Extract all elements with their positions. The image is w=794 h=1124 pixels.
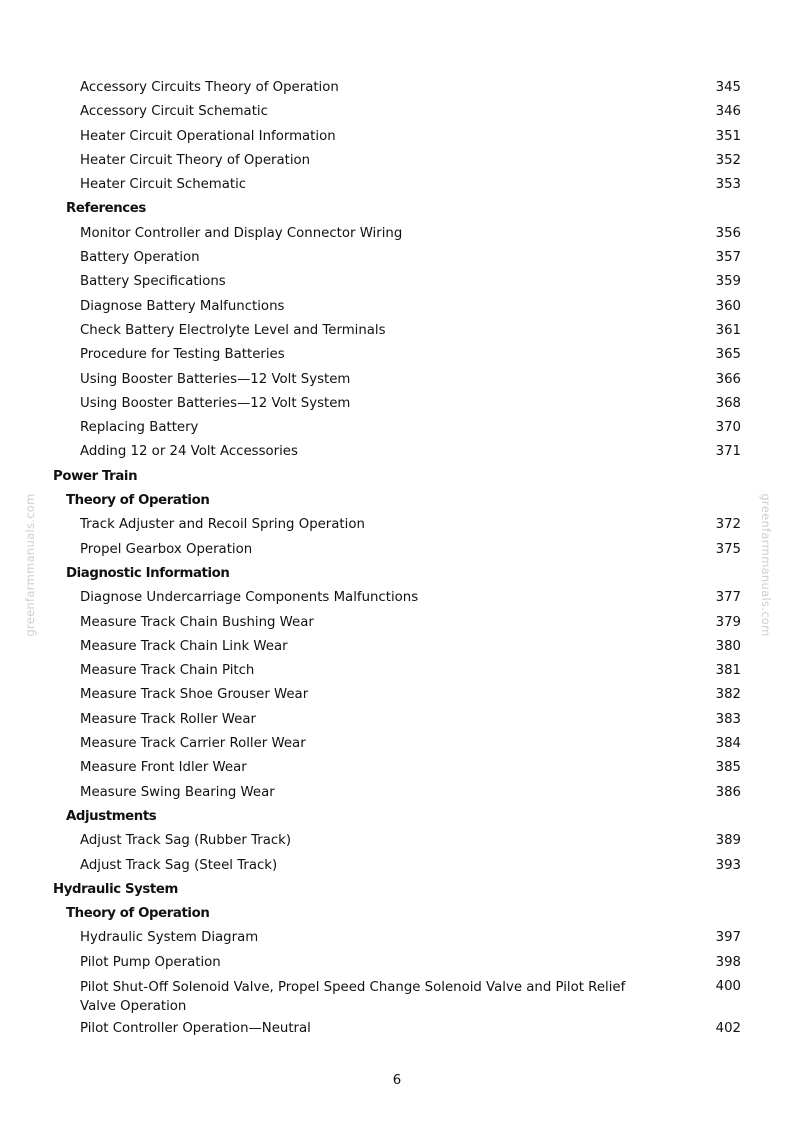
toc-entry-title: Procedure for Testing Batteries <box>80 347 285 363</box>
toc-entry-title: Heater Circuit Schematic <box>80 177 247 193</box>
toc-entry[interactable] <box>0 805 794 829</box>
toc-entry-title: Battery Specifications <box>80 274 226 290</box>
toc-entry-title: Adjust Track Sag (Rubber Track) <box>80 833 292 849</box>
toc-entry-title: Measure Front Idler Wear <box>80 760 247 776</box>
toc-entry-page: 365 <box>715 347 741 363</box>
toc-entry[interactable] <box>0 926 794 950</box>
toc-entry-title: Measure Track Roller Wear <box>80 711 256 727</box>
toc-section-heading: Diagnostic Information <box>66 565 230 581</box>
toc-entry-page: 361 <box>715 322 741 338</box>
toc-entry[interactable] <box>0 125 794 149</box>
toc-entry-page: 356 <box>715 225 741 241</box>
toc-entry-title: Propel Gearbox Operation <box>80 541 253 557</box>
toc-entry-title: Diagnose Undercarriage Components Malfunctions <box>80 590 419 606</box>
toc-entry-title: Battery Operation <box>80 250 200 266</box>
toc-entry-page: 360 <box>715 298 741 314</box>
toc-entry[interactable] <box>0 270 794 294</box>
toc-entry[interactable] <box>0 611 794 635</box>
toc-entry[interactable] <box>0 197 794 221</box>
toc-entry[interactable] <box>0 854 794 878</box>
toc-entry-title: Pilot Shut-Off Solenoid Valve, Propel Speed Change Solenoid Valve and Pilot Relief Valve Operation <box>80 979 626 1014</box>
toc-entry[interactable] <box>0 149 794 173</box>
toc-entry[interactable] <box>0 100 794 124</box>
toc-entry[interactable] <box>0 440 794 464</box>
toc-entry-title: Using Booster Batteries—12 Volt System <box>80 371 351 387</box>
toc-entry-page: 400 <box>715 978 741 994</box>
toc-entry[interactable] <box>0 975 794 1017</box>
toc-entry-page: 377 <box>715 590 741 606</box>
toc-entry-page: 383 <box>715 711 741 727</box>
toc-entry-title: Measure Track Chain Link Wear <box>80 638 288 654</box>
toc-section-heading: Adjustments <box>66 808 157 824</box>
toc-entry-title: Adjust Track Sag (Steel Track) <box>80 857 278 873</box>
toc-entry-title: Measure Track Shoe Grouser Wear <box>80 687 309 703</box>
toc-entry[interactable] <box>0 222 794 246</box>
toc-entry[interactable] <box>0 878 794 902</box>
toc-entry-title: Diagnose Battery Malfunctions <box>80 298 285 314</box>
toc-entry-page: 345 <box>715 80 741 95</box>
toc-entry-title: Replacing Battery <box>80 420 199 436</box>
toc-entry[interactable] <box>0 416 794 440</box>
toc-entry[interactable] <box>0 1017 794 1041</box>
watermark-left: greenfarmmanuals.com <box>23 493 37 637</box>
toc-entry-page: 357 <box>715 250 741 266</box>
toc-entry-title: Measure Track Chain Pitch <box>80 663 255 679</box>
toc-entry-page: 351 <box>715 128 741 144</box>
toc-entry[interactable] <box>0 538 794 562</box>
toc-entry-page: 352 <box>715 152 741 168</box>
toc-entry-title: Measure Track Chain Bushing Wear <box>80 614 314 630</box>
table-of-contents <box>0 76 794 1041</box>
toc-entry[interactable] <box>0 343 794 367</box>
toc-section-heading: References <box>66 201 146 217</box>
toc-section-heading: Hydraulic System <box>53 881 178 897</box>
toc-entry-title: Check Battery Electrolyte Level and Terminals <box>80 322 386 338</box>
toc-entry-title: Adding 12 or 24 Volt Accessories <box>80 444 298 460</box>
page-number: 6 <box>392 1073 402 1088</box>
toc-entry[interactable] <box>0 732 794 756</box>
toc-entry[interactable] <box>0 513 794 537</box>
toc-entry[interactable] <box>0 951 794 975</box>
toc-entry[interactable] <box>0 246 794 270</box>
toc-entry-page: 370 <box>715 420 741 436</box>
toc-entry-page: 397 <box>715 930 741 946</box>
toc-entry[interactable] <box>0 392 794 416</box>
toc-entry-title: Accessory Circuits Theory of Operation <box>80 80 339 95</box>
toc-entry[interactable] <box>0 586 794 610</box>
toc-entry-title: Track Adjuster and Recoil Spring Operation <box>80 517 365 533</box>
toc-entry-page: 386 <box>715 784 741 800</box>
toc-entry-page: 346 <box>715 104 741 120</box>
toc-entry[interactable] <box>0 829 794 853</box>
toc-entry-page: 402 <box>715 1020 741 1036</box>
toc-section-heading: Theory of Operation <box>66 493 210 509</box>
toc-entry-page: 381 <box>715 663 741 679</box>
toc-entry-page: 382 <box>715 687 741 703</box>
toc-entry[interactable] <box>0 562 794 586</box>
toc-entry-page: 371 <box>715 444 741 460</box>
toc-entry-page: 368 <box>715 395 741 411</box>
toc-entry[interactable] <box>0 781 794 805</box>
toc-entry-page: 398 <box>715 954 741 970</box>
toc-entry-page: 385 <box>715 760 741 776</box>
toc-entry-page: 372 <box>715 517 741 533</box>
toc-entry[interactable] <box>0 173 794 197</box>
toc-entry-title: Pilot Controller Operation—Neutral <box>80 1020 311 1036</box>
toc-entry-page: 366 <box>715 371 741 387</box>
toc-entry[interactable] <box>0 295 794 319</box>
toc-entry-title: Pilot Pump Operation <box>80 954 221 970</box>
toc-entry-page: 359 <box>715 274 741 290</box>
toc-entry-page: 353 <box>715 177 741 193</box>
toc-entry[interactable] <box>0 76 794 100</box>
toc-entry-page: 380 <box>715 638 741 654</box>
toc-entry-page: 379 <box>715 614 741 630</box>
toc-entry[interactable] <box>0 489 794 513</box>
toc-entry-title: Hydraulic System Diagram <box>80 930 259 946</box>
toc-entry-title: Heater Circuit Theory of Operation <box>80 152 311 168</box>
toc-entry-page: 389 <box>715 833 741 849</box>
toc-entry-title: Measure Swing Bearing Wear <box>80 784 275 800</box>
toc-entry[interactable] <box>0 756 794 780</box>
toc-entry-title: Monitor Controller and Display Connector Wiring <box>80 225 403 241</box>
toc-entry-page: 384 <box>715 736 741 752</box>
toc-entry[interactable] <box>0 683 794 707</box>
toc-entry-title: Heater Circuit Operational Information <box>80 128 336 144</box>
toc-entry-title: Accessory Circuit Schematic <box>80 104 268 120</box>
toc-entry[interactable] <box>0 708 794 732</box>
toc-entry[interactable] <box>0 635 794 659</box>
toc-section-heading: Power Train <box>53 468 138 484</box>
watermark-right: greenfarmmanuals.com <box>759 493 773 637</box>
toc-entry[interactable] <box>0 319 794 343</box>
toc-section-heading: Theory of Operation <box>66 906 210 922</box>
toc-entry[interactable] <box>0 465 794 489</box>
toc-entry[interactable] <box>0 902 794 926</box>
toc-entry[interactable] <box>0 659 794 683</box>
toc-entry-page: 375 <box>715 541 741 557</box>
toc-entry-title: Measure Track Carrier Roller Wear <box>80 736 306 752</box>
toc-entry[interactable] <box>0 368 794 392</box>
toc-entry-title: Using Booster Batteries—12 Volt System <box>80 395 351 411</box>
toc-entry-page: 393 <box>715 857 741 873</box>
